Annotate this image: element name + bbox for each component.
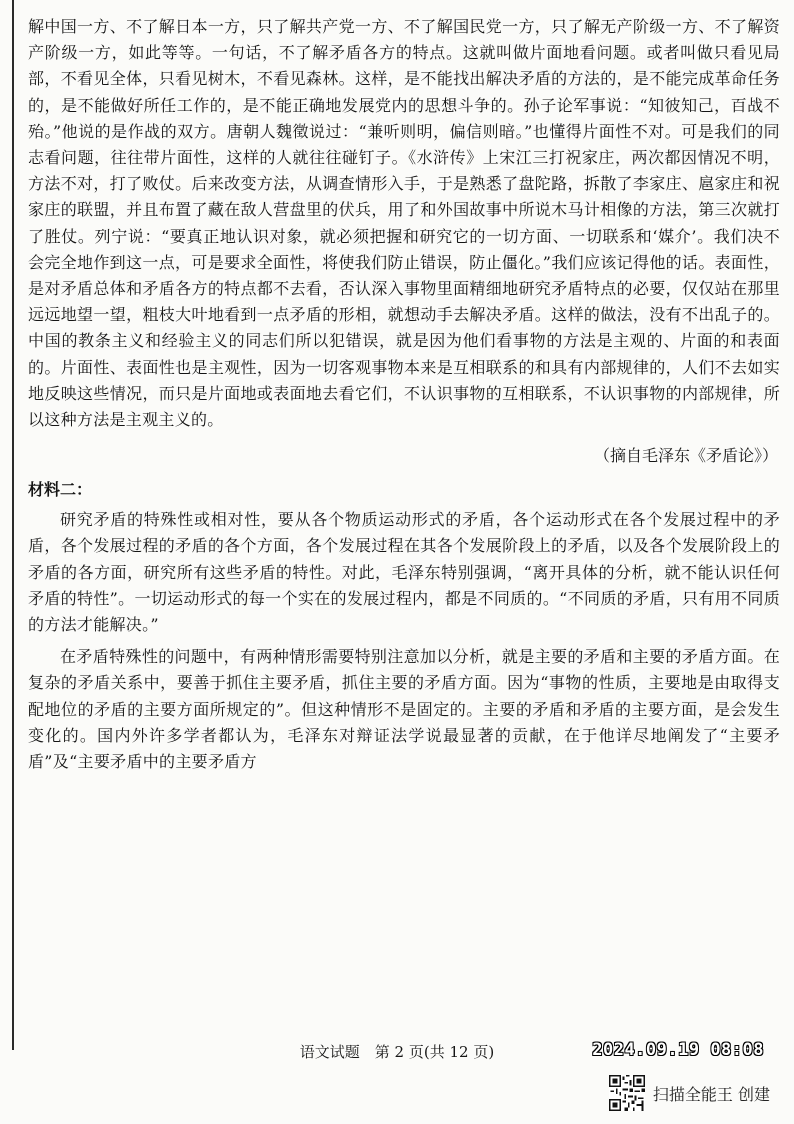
material1-source: （摘自毛泽东《矛盾论》） — [593, 446, 778, 466]
material2-paragraph-2: 在矛盾特殊性的问题中，有两种情形需要特别注意加以分析，就是主要的矛盾和主要的矛盾方面。在复杂的矛盾关系中，要善于抓住主要矛盾，抓住主要的矛盾方面。因为“事物的性质，主要地是由取得支配地位的矛盾的主要方面所规定的”。但这种情形不是固定的。主要的矛盾和矛盾的主要方面，是会发生变化的。国内外许多学者都认为，毛泽东对辩证法学说最显著的贡献，在于他详尽地阐发了“主要矛盾”及“主要矛盾中的主要矛盾方 — [28, 647, 780, 772]
qr-code-icon — [609, 1075, 645, 1111]
page-footer: 语文试题 第 2 页(共 12 页) — [299, 1043, 495, 1061]
material1-body: 解中国一方、不了解日本一方，只了解共产党一方、不了解国民党一方，只了解无产阶级一方、不了解资产阶级一方，如此等等。一句话，不了解矛盾各方的特点。这就叫做片面地看问题。或者叫做只看见局部，不看见全体，只看见树木，不看见森林。这样，是不能找出解决矛盾的方法的，是不能完成革命任务的，是不能做好所任工作的，是不能正确地发展党内的思想斗争的。孙子论军事说：“知彼知己，百战不殆。”他说的是作战的双方。唐朝人魏徵说过：“兼听则明，偏信则暗。”也懂得片面性不对。可是我们的同志看问题，往往带片面性，这样的人就往往碰钉子。《水浒传》上宋江三打祝家庄，两次都因情况不明，方法不对，打了败仗。后来改变方法，从调查情形入手，于是熟悉了盘陀路，拆散了李家庄、扈家庄和祝家庄的联盟，并且布置了藏在敌人营盘里的伏兵，用了和外国故事中所说木马计相像的方法，第三次就打了胜仗。列宁说：“要真正地认识对象，就必须把握和研究它的一切方面、一切联系和‘媒介’。我们决不会完全地作到这一点，可是要求全面性，将使我们防止错误，防止僵化。”我们应该记得他的话。表面性，是对矛盾总体和矛盾各方的特点都不去看，否认深入事物里面精细地研究矛盾特点的必要，仅仅站在那里远远地望一望，粗枝大叶地看到一点矛盾的形相，就想动手去解决矛盾。这样的做法，没有不出乱子的。中国的教条主义和经验主义的同志们所以犯错误，就是因为他们看事物的方法是主观的、片面的和表面的。片面性、表面性也是主观性，因为一切客观事物本来是互相联系的和具有内部规律的，人们不去如实地反映这些情况，而只是片面地或表面地去看它们，不认识事物的互相联系，不认识事物的内部规律，所以这种方法是主观主义的。 — [28, 17, 780, 430]
document-page — [28, 14, 780, 775]
material2-heading: 材料二： — [28, 480, 93, 500]
binding-margin-line — [12, 0, 14, 1050]
scanner-brand-text: 扫描全能王 创建 — [652, 1084, 770, 1104]
scanner-watermark — [609, 1073, 770, 1113]
scan-timestamp: 2024.09.19 08:08 — [592, 1040, 764, 1060]
material2-paragraph-1: 研究矛盾的特殊性或相对性，要从各个物质运动形式的矛盾，各个运动形式在各个发展过程中的矛盾，各个发展过程的矛盾的各个方面，各个发展过程在其各个发展阶段上的矛盾，以及各个发展阶段上的矛盾的各方面，研究所有这些矛盾的特性。对此，毛泽东特别强调，“离开具体的分析，就不能认识任何矛盾的特性”。一切运动形式的每一个实在的发展过程内，都是不同质的。“不同质的矛盾，只有用不同质的方法才能解决。” — [28, 510, 780, 635]
